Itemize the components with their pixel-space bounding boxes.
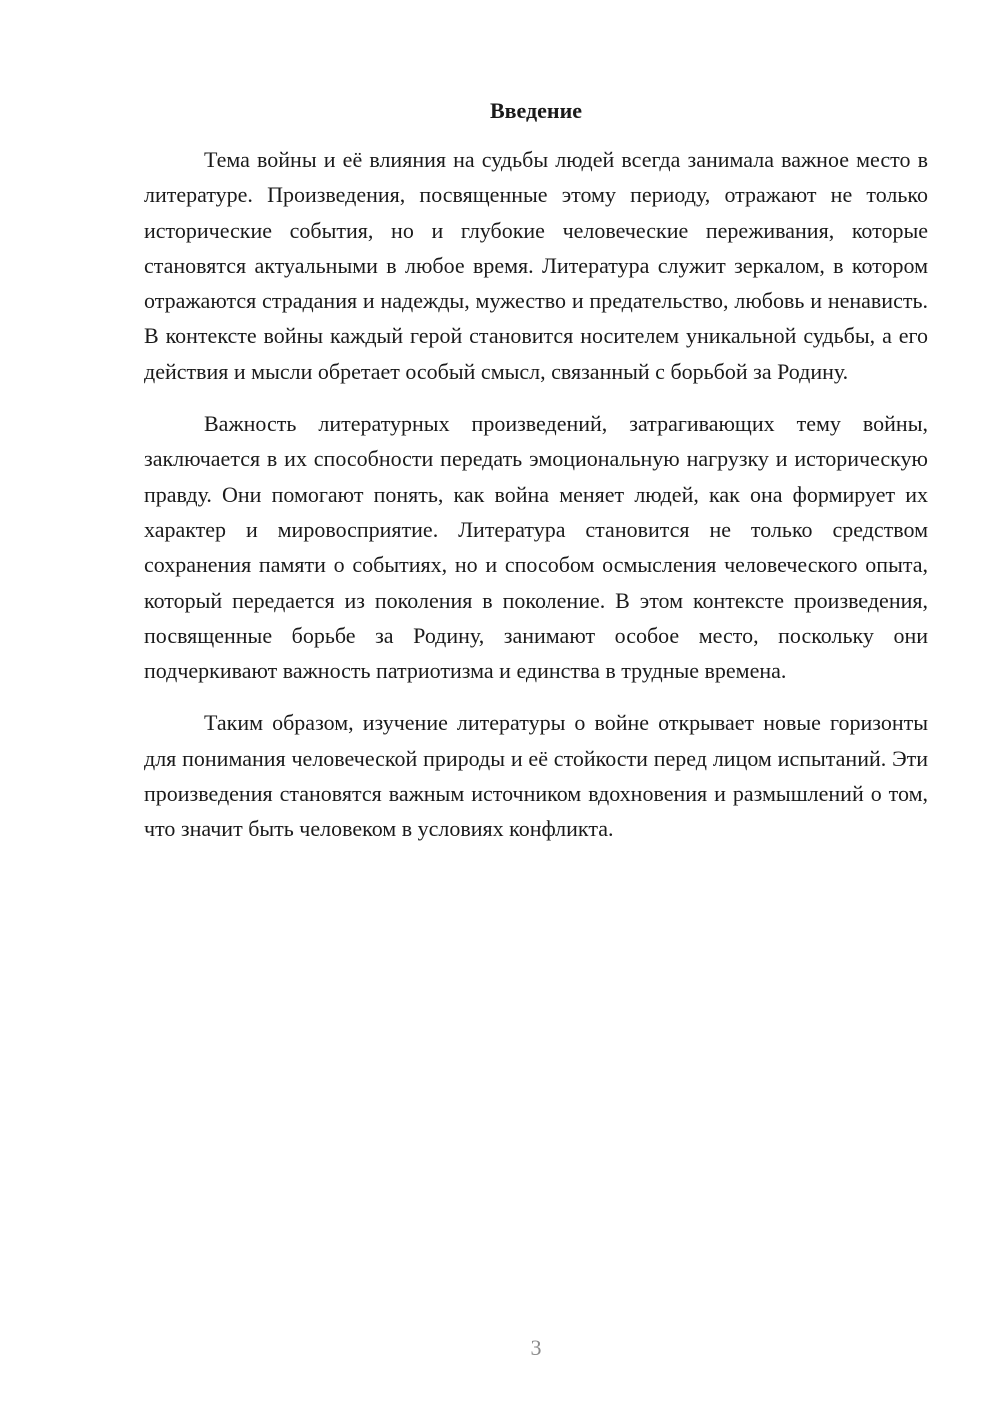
document-body — [144, 142, 928, 864]
page-title: Введение — [489, 98, 583, 123]
paragraph-3: Таким образом, изучение литературы о войне открывает новые горизонты для понимания человеческой природы и её стойкости перед лицом испытаний. Эти произведения становятся важным источником вдохновения и размышлений о том, что значит быть человеком в условиях конфликта. — [144, 710, 928, 842]
page-number: 3 — [530, 1335, 542, 1360]
paragraph-1: Тема войны и её влияния на судьбы людей всегда занимала важное место в литературе. Произведения, посвященные этому периоду, отражают не только исторические события, но и глубокие человеческие переживания, которые становятся актуальными в любое время. Литература служит зеркалом, в котором отражаются страдания и надежды, мужество и предательство, любовь и ненависть. В контексте войны каждый герой становится носителем уникальной судьбы, а его действия и мысли обретает особый смысл, связанный с борьбой за Родину. — [144, 147, 928, 384]
paragraph-2: Важность литературных произведений, затрагивающих тему войны, заключается в их способности передать эмоциональную нагрузку и историческую правду. Они помогают понять, как война меняет людей, как она формирует их характер и мировосприятие. Литература становится не только средством сохранения памяти о событиях, но и способом осмысления человеческого опыта, который передается из поколения в поколение. В этом контексте произведения, посвященные борьбе за Родину, занимают особое место, поскольку они подчеркивают важность патриотизма и единства в трудные времена. — [144, 411, 928, 684]
